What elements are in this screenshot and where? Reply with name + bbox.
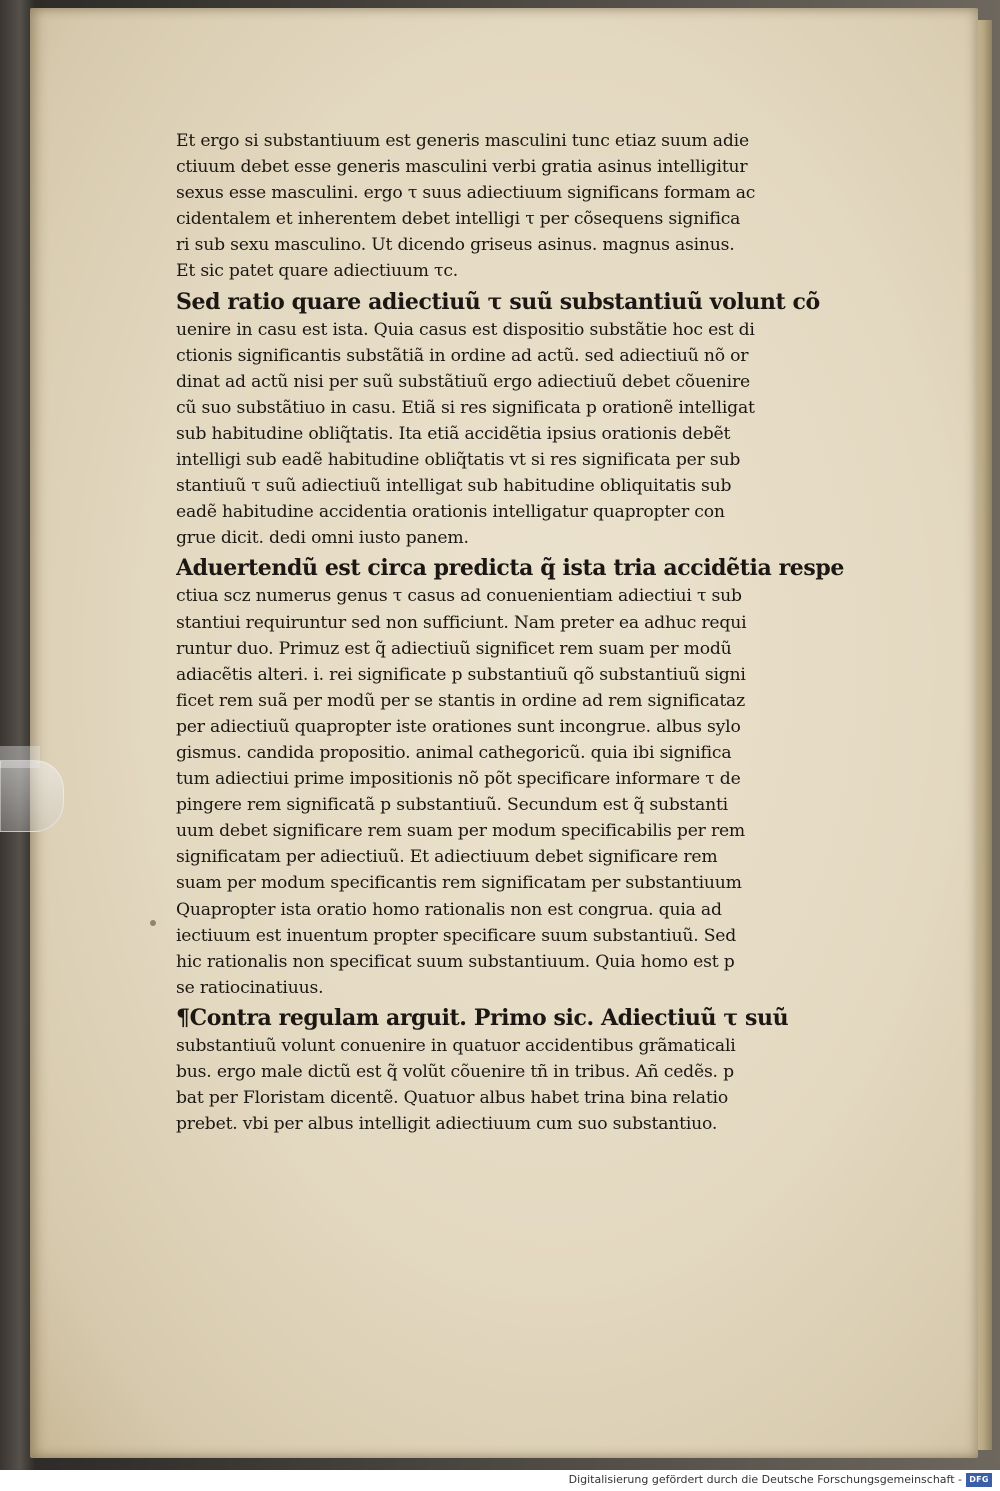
text-line: Sed ratio quare adiectiuũ τ suũ substantiuũ volunt cõ xyxy=(176,288,820,315)
footer-credit: Digitalisierung gefördert durch die Deutsche Forschungsgemeinschaft - xyxy=(568,1473,962,1486)
text-line: cidentalem et inherentem debet intelligi τ per cõsequens significa xyxy=(176,209,741,230)
text-line: per adiectiuũ quapropter iste orationes sunt incongrue. albus sylo xyxy=(176,716,741,737)
text-line: Et ergo si substantiuum est generis masculini tunc etiaz suum adie xyxy=(176,131,749,151)
text-line: ¶Contra regulam arguit. Primo sic. Adiectiuũ τ suũ xyxy=(176,1004,789,1031)
text-line: uenire in casu est ista. Quia casus est dispositio substãtie hoc est di xyxy=(176,319,755,340)
ink-smudge xyxy=(150,920,156,926)
text-line: sub habitudine obliq̃tatis. Ita etiã accidẽtia ipsius orationis debẽt xyxy=(176,423,731,444)
text-line: intelligi sub eadẽ habitudine obliq̃tatis vt si res significata per sub xyxy=(176,450,741,471)
text-line: adiacẽtis alteri. i. rei significate p substantiuũ qõ substantiuũ signi xyxy=(176,664,746,685)
text-line: uum debet significare rem suam per modum specificabilis per rem xyxy=(176,821,746,842)
text-line: hic rationalis non specificat suum substantiuum. Quia homo est p xyxy=(176,951,735,972)
text-line: se ratiocinatiuus. xyxy=(176,977,324,998)
text-line: Quapropter ista oratio homo rationalis non est congrua. quia ad xyxy=(176,899,722,920)
text-line: Et sic patet quare adiectiuum τc. xyxy=(176,261,459,282)
text-line: ctionis significantis substãtiã in ordine ad actũ. sed adiectiuũ nõ or xyxy=(176,345,749,366)
text-line: iectiuum est inuentum propter specificare suum substantiuũ. Sed xyxy=(176,925,737,946)
text-line: substantiuũ volunt conuenire in quatuor accidentibus grãmaticali xyxy=(176,1035,736,1056)
text-line: ficet rem suã per modũ per se stantis in ordine ad rem significataz xyxy=(176,690,745,711)
text-line: sexus esse masculini. ergo τ suus adiectiuum significans formam ac xyxy=(176,183,756,204)
text-line: ctiuum debet esse generis masculini verbi gratia asinus intelligitur xyxy=(176,157,748,178)
text-line: ri sub sexu masculino. Ut dicendo griseus asinus. magnus asinus. xyxy=(176,235,735,256)
page-clip xyxy=(0,760,64,832)
page-text xyxy=(176,128,848,1137)
text-line: grue dicit. dedi omni iusto panem. xyxy=(176,528,469,549)
text-line: bus. ergo male dictũ est q̃ volũt cõuenire tñ in tribus. Añ cedẽs. p xyxy=(176,1062,734,1082)
text-line: cũ suo substãtiuo in casu. Etiã si res significata p orationẽ intelligat xyxy=(176,397,755,418)
text-line: stantiuũ τ suũ adiectiuũ intelligat sub habitudine obliquitatis sub xyxy=(176,476,732,497)
text-line: bat per Floristam dicentẽ. Quatuor albus habet trina bina relatio xyxy=(176,1088,728,1109)
text-line: significatam per adiectiuũ. Et adiectiuum debet significare rem xyxy=(176,847,718,868)
text-line: ctiua scz numerus genus τ casus ad conuenientiam adiectiui τ sub xyxy=(176,586,742,607)
text-line: tum adiectiui prime impositionis nõ põt specificare informare τ de xyxy=(176,769,741,790)
text-line: stantiui requiruntur sed non sufficiunt. Nam preter ea adhuc requi xyxy=(176,612,747,633)
dfg-logo-icon: DFG xyxy=(966,1473,992,1487)
text-line: dinat ad actũ nisi per suũ substãtiuũ ergo adiectiuũ debet cõuenire xyxy=(176,371,750,392)
text-line: eadẽ habitudine accidentia orationis intelligatur quapropter con xyxy=(176,502,725,523)
footer-bar xyxy=(0,1470,1000,1491)
text-line: gismus. candida propositio. animal cathegoricũ. quia ibi significa xyxy=(176,742,732,763)
text-line: prebet. vbi per albus intelligit adiectiuum cum suo substantiuo. xyxy=(176,1114,718,1135)
text-line: runtur duo. Primuz est q̃ adiectiuũ significet rem suam per modũ xyxy=(176,638,732,659)
text-line: suam per modum specificantis rem significatam per substantiuum xyxy=(176,873,742,894)
text-line: Aduertendũ est circa predicta q̃ ista tria accidẽtia respe xyxy=(176,555,844,582)
text-line: pingere rem significatã p substantiuũ. Secundum est q̃ substanti xyxy=(176,795,728,816)
